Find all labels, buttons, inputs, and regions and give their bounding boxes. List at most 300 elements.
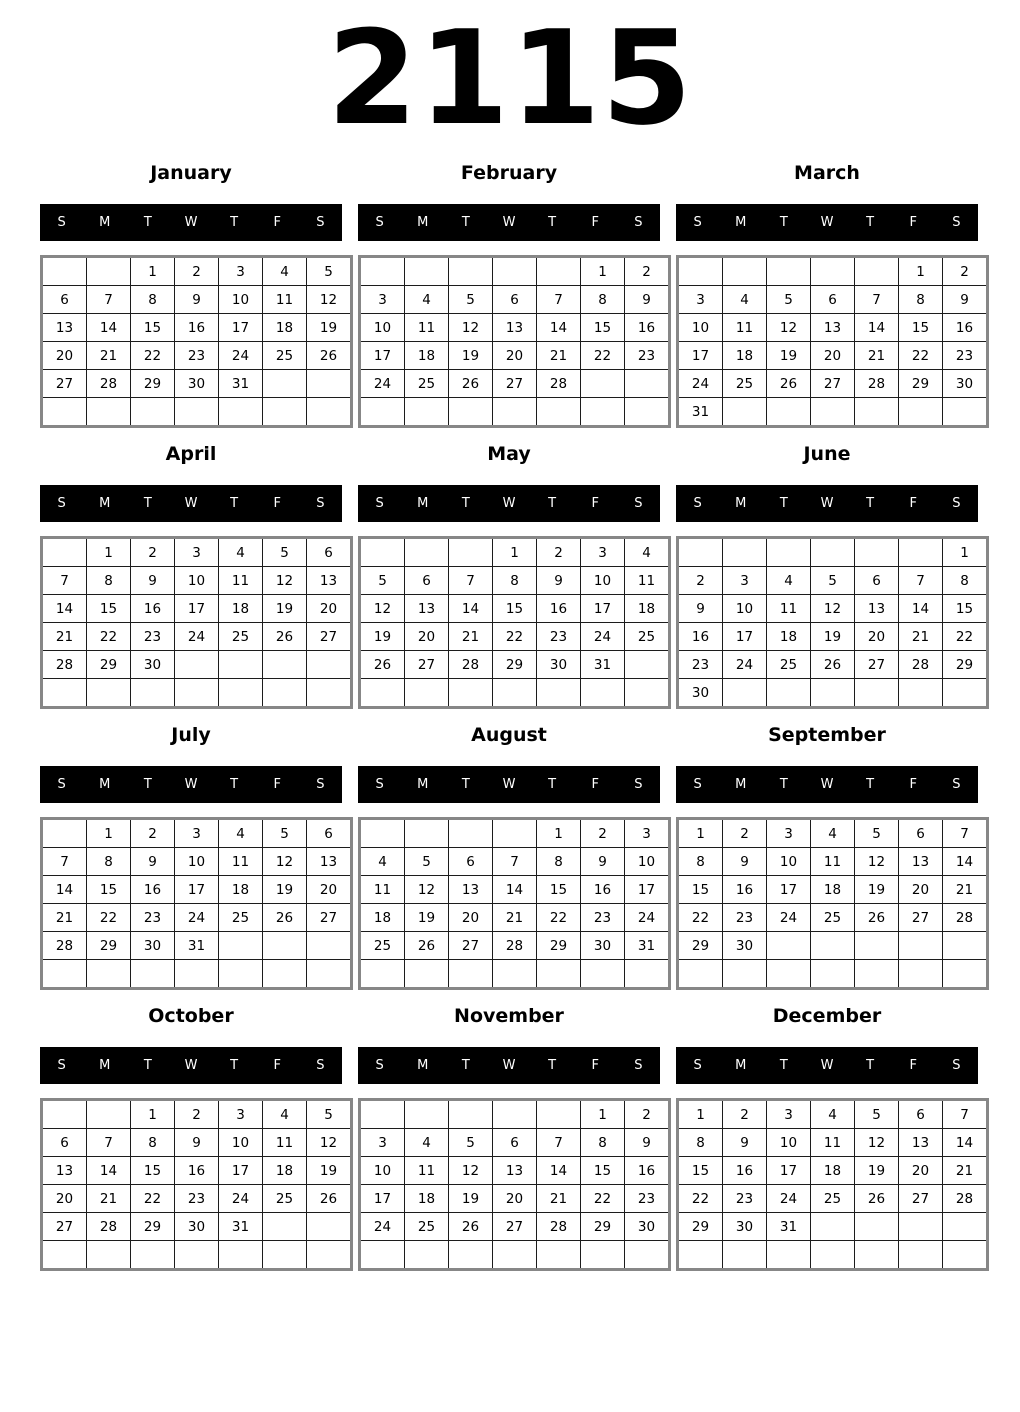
week-row [360,1241,670,1270]
week-row [42,623,352,651]
day-cell: 12 [855,1129,899,1157]
year-title: 2115 [327,2,693,154]
day-cell: 8 [678,1129,723,1157]
empty-day-cell [811,1241,855,1270]
week-row [42,679,352,708]
day-cell: 9 [175,286,219,314]
day-cell: 17 [175,876,219,904]
day-cell: 14 [537,1157,581,1185]
day-cell: 12 [449,1157,493,1185]
weekday-label: F [591,215,600,230]
month-date-grid-body [678,257,988,427]
empty-day-cell [87,257,131,286]
empty-day-cell [42,398,87,427]
weekday-label: T [548,496,557,511]
week-row [360,342,670,370]
day-cell: 31 [175,932,219,960]
day-cell: 17 [767,1157,811,1185]
day-cell: 27 [405,651,449,679]
empty-day-cell [537,1241,581,1270]
day-cell: 10 [767,848,811,876]
day-cell: 20 [855,623,899,651]
empty-day-cell [42,960,87,989]
empty-day-cell [678,257,723,286]
weekday-label: T [143,496,152,511]
day-cell: 30 [943,370,988,398]
day-cell: 27 [42,370,87,398]
week-row [42,904,352,932]
weekday-label: T [548,777,557,792]
empty-day-cell [360,1100,405,1129]
empty-day-cell [263,932,307,960]
week-row [42,398,352,427]
day-cell: 10 [581,567,625,595]
day-cell: 19 [767,342,811,370]
day-cell: 5 [855,819,899,848]
weekday-header-bar [676,766,978,803]
weekday-label: M [735,215,747,230]
empty-day-cell [263,398,307,427]
day-cell: 7 [855,286,899,314]
day-cell: 30 [581,932,625,960]
empty-day-cell [42,1241,87,1270]
day-cell: 6 [307,538,352,567]
day-cell: 3 [175,538,219,567]
day-cell: 11 [811,1129,855,1157]
day-cell: 16 [175,1157,219,1185]
weekday-label: M [735,777,747,792]
day-cell: 7 [493,848,537,876]
day-cell: 26 [360,651,405,679]
empty-day-cell [625,1241,670,1270]
week-row [360,1213,670,1241]
day-cell: 26 [855,1185,899,1213]
day-cell: 6 [449,848,493,876]
week-row [678,651,988,679]
month-date-grid [358,817,671,990]
day-cell: 14 [493,876,537,904]
day-cell: 8 [678,848,723,876]
day-cell: 12 [263,848,307,876]
day-cell: 17 [360,342,405,370]
day-cell: 29 [678,932,723,960]
empty-day-cell [175,960,219,989]
day-cell: 25 [219,904,263,932]
day-cell: 23 [175,342,219,370]
day-cell: 20 [493,342,537,370]
day-cell: 28 [537,370,581,398]
day-cell: 11 [263,1129,307,1157]
day-cell: 21 [537,1185,581,1213]
day-cell: 16 [678,623,723,651]
weekday-label: T [548,1058,557,1073]
day-cell: 29 [943,651,988,679]
week-row [360,398,670,427]
empty-day-cell [625,651,670,679]
day-cell: 27 [493,370,537,398]
day-cell: 4 [811,1100,855,1129]
week-row [678,819,988,848]
month-date-grid [40,1098,353,1271]
day-cell: 14 [943,1129,988,1157]
weekday-label: F [273,215,282,230]
day-cell: 31 [219,1213,263,1241]
empty-day-cell [449,819,493,848]
day-cell: 21 [42,623,87,651]
weekday-label: T [461,1058,470,1073]
day-cell: 19 [855,876,899,904]
empty-day-cell [405,819,449,848]
week-row [678,567,988,595]
day-cell: 28 [42,932,87,960]
day-cell: 5 [405,848,449,876]
week-row [42,1100,352,1129]
empty-day-cell [219,932,263,960]
day-cell: 18 [263,314,307,342]
day-cell: 2 [678,567,723,595]
week-row [42,932,352,960]
empty-day-cell [537,257,581,286]
day-cell: 10 [219,286,263,314]
day-cell: 24 [625,904,670,932]
day-cell: 9 [943,286,988,314]
day-cell: 12 [449,314,493,342]
day-cell: 6 [899,819,943,848]
day-cell: 8 [493,567,537,595]
day-cell: 6 [855,567,899,595]
day-cell: 4 [263,1100,307,1129]
day-cell: 26 [263,623,307,651]
empty-day-cell [131,960,175,989]
day-cell: 31 [581,651,625,679]
weekday-header-bar [676,1047,978,1084]
day-cell: 2 [175,1100,219,1129]
empty-day-cell [899,932,943,960]
day-cell: 22 [678,1185,723,1213]
week-row [360,932,670,960]
week-row [678,1157,988,1185]
day-cell: 5 [855,1100,899,1129]
weekday-label: S [316,496,325,511]
week-row [360,286,670,314]
weekday-label: M [99,1058,111,1073]
week-row [42,370,352,398]
day-cell: 14 [943,848,988,876]
day-cell: 27 [899,1185,943,1213]
day-cell: 28 [493,932,537,960]
month-block [676,720,978,990]
week-row [678,257,988,286]
day-cell: 29 [87,651,131,679]
day-cell: 26 [449,1213,493,1241]
month-title: May [487,443,531,465]
day-cell: 16 [943,314,988,342]
empty-day-cell [723,257,767,286]
day-cell: 7 [899,567,943,595]
empty-day-cell [263,651,307,679]
weekday-header-bar [676,485,978,522]
weekday-label: W [820,496,834,511]
week-row [678,342,988,370]
empty-day-cell [493,679,537,708]
weekday-label: T [461,215,470,230]
day-cell: 24 [767,1185,811,1213]
day-cell: 7 [42,567,87,595]
week-row [360,819,670,848]
day-cell: 21 [493,904,537,932]
day-cell: 4 [625,538,670,567]
week-row [678,1185,988,1213]
weekday-label: T [143,1058,152,1073]
day-cell: 1 [131,257,175,286]
weekday-label: T [779,777,788,792]
day-cell: 23 [943,342,988,370]
day-cell: 20 [42,1185,87,1213]
week-row [360,848,670,876]
week-row [42,1213,352,1241]
empty-day-cell [405,1100,449,1129]
day-cell: 27 [449,932,493,960]
empty-day-cell [493,1241,537,1270]
empty-day-cell [855,538,899,567]
empty-day-cell [360,257,405,286]
day-cell: 12 [307,1129,352,1157]
day-cell: 19 [263,595,307,623]
week-row [42,538,352,567]
day-cell: 25 [811,1185,855,1213]
empty-day-cell [943,1241,988,1270]
day-cell: 7 [537,1129,581,1157]
day-cell: 2 [625,257,670,286]
day-cell: 17 [175,595,219,623]
day-cell: 6 [42,1129,87,1157]
week-row [678,398,988,427]
day-cell: 15 [899,314,943,342]
day-cell: 8 [131,1129,175,1157]
empty-day-cell [767,932,811,960]
empty-day-cell [899,1213,943,1241]
empty-day-cell [537,398,581,427]
day-cell: 30 [175,370,219,398]
day-cell: 14 [855,314,899,342]
weekday-label: T [779,1058,788,1073]
empty-day-cell [537,1100,581,1129]
week-row [360,1129,670,1157]
month-block [676,158,978,428]
week-row [678,623,988,651]
empty-day-cell [899,960,943,989]
empty-day-cell [493,819,537,848]
day-cell: 23 [131,623,175,651]
week-row [360,960,670,989]
day-cell: 26 [855,904,899,932]
empty-day-cell [537,960,581,989]
month-date-grid-body [360,538,670,708]
day-cell: 13 [855,595,899,623]
empty-day-cell [899,398,943,427]
weekday-label: M [99,215,111,230]
empty-day-cell [811,679,855,708]
day-cell: 22 [581,1185,625,1213]
day-cell: 22 [87,904,131,932]
empty-day-cell [581,370,625,398]
day-cell: 6 [811,286,855,314]
day-cell: 30 [625,1213,670,1241]
day-cell: 19 [405,904,449,932]
empty-day-cell [131,679,175,708]
empty-day-cell [263,679,307,708]
day-cell: 7 [943,1100,988,1129]
month-block [358,158,660,428]
week-row [678,1100,988,1129]
day-cell: 25 [219,623,263,651]
day-cell: 1 [678,1100,723,1129]
day-cell: 11 [723,314,767,342]
month-date-grid [676,536,989,709]
weekday-label: W [184,215,198,230]
day-cell: 18 [405,342,449,370]
day-cell: 17 [723,623,767,651]
day-cell: 12 [360,595,405,623]
week-row [360,1185,670,1213]
weekday-label: T [143,777,152,792]
day-cell: 23 [537,623,581,651]
day-cell: 5 [360,567,405,595]
empty-day-cell [42,819,87,848]
day-cell: 2 [131,538,175,567]
empty-day-cell [87,398,131,427]
month-date-grid [358,255,671,428]
day-cell: 20 [405,623,449,651]
day-cell: 12 [307,286,352,314]
empty-day-cell [405,257,449,286]
month-block [358,439,660,709]
day-cell: 18 [360,904,405,932]
day-cell: 12 [263,567,307,595]
empty-day-cell [581,1241,625,1270]
day-cell: 20 [899,876,943,904]
month-date-grid-body [360,819,670,989]
day-cell: 5 [767,286,811,314]
month-block [40,720,342,990]
empty-day-cell [360,679,405,708]
weekday-header-bar [40,1047,342,1084]
day-cell: 25 [405,370,449,398]
day-cell: 30 [723,932,767,960]
empty-day-cell [581,679,625,708]
month-block [358,720,660,990]
day-cell: 19 [449,1185,493,1213]
empty-day-cell [811,538,855,567]
day-cell: 2 [625,1100,670,1129]
day-cell: 13 [493,1157,537,1185]
day-cell: 31 [219,370,263,398]
day-cell: 9 [723,1129,767,1157]
day-cell: 18 [263,1157,307,1185]
day-cell: 15 [87,876,131,904]
day-cell: 11 [405,1157,449,1185]
weekday-label: T [548,215,557,230]
day-cell: 24 [175,623,219,651]
day-cell: 11 [360,876,405,904]
empty-day-cell [767,538,811,567]
empty-day-cell [175,651,219,679]
week-row [678,314,988,342]
week-row [678,848,988,876]
day-cell: 2 [943,257,988,286]
empty-day-cell [678,960,723,989]
weekday-label: M [417,777,429,792]
month-date-grid [358,536,671,709]
day-cell: 28 [537,1213,581,1241]
week-row [678,1129,988,1157]
empty-day-cell [855,1241,899,1270]
day-cell: 21 [87,342,131,370]
week-row [42,1185,352,1213]
weekday-label: S [316,777,325,792]
day-cell: 20 [307,595,352,623]
day-cell: 28 [87,370,131,398]
weekday-label: W [502,215,516,230]
empty-day-cell [307,398,352,427]
day-cell: 3 [219,257,263,286]
day-cell: 5 [811,567,855,595]
day-cell: 18 [405,1185,449,1213]
day-cell: 17 [581,595,625,623]
month-title: October [148,1005,234,1027]
empty-day-cell [219,1241,263,1270]
day-cell: 13 [493,314,537,342]
day-cell: 26 [307,342,352,370]
day-cell: 14 [42,595,87,623]
empty-day-cell [493,1100,537,1129]
empty-day-cell [307,679,352,708]
day-cell: 4 [405,286,449,314]
day-cell: 16 [723,1157,767,1185]
weekday-label: T [230,496,239,511]
weekday-label: S [693,1058,702,1073]
week-row [360,876,670,904]
day-cell: 24 [678,370,723,398]
weekday-header-bar [40,766,342,803]
empty-day-cell [175,679,219,708]
week-row [360,538,670,567]
month-date-grid-body [360,1100,670,1270]
weekday-label: T [866,215,875,230]
month-block [40,439,342,709]
empty-day-cell [449,679,493,708]
day-cell: 8 [581,1129,625,1157]
day-cell: 10 [219,1129,263,1157]
day-cell: 1 [537,819,581,848]
week-row [678,1241,988,1270]
empty-day-cell [131,1241,175,1270]
weekday-label: F [273,496,282,511]
empty-day-cell [219,960,263,989]
day-cell: 3 [678,286,723,314]
weekday-label: M [99,777,111,792]
day-cell: 30 [175,1213,219,1241]
day-cell: 29 [678,1213,723,1241]
day-cell: 20 [811,342,855,370]
empty-day-cell [360,960,405,989]
day-cell: 5 [449,286,493,314]
week-row [42,314,352,342]
day-cell: 1 [678,819,723,848]
weekday-label: M [735,1058,747,1073]
weekday-label: W [502,1058,516,1073]
day-cell: 29 [131,1213,175,1241]
